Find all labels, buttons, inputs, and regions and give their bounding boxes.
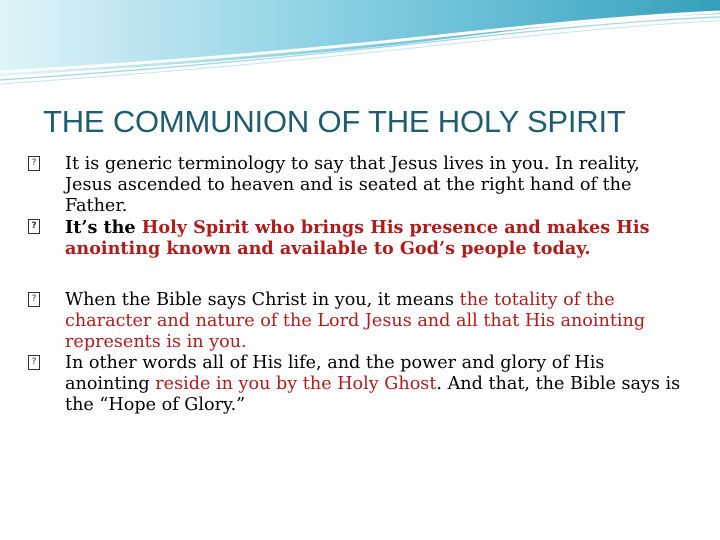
slide-body — [28, 154, 688, 416]
missing-glyph-icon: ? — [28, 219, 40, 234]
emphasis-text: the totality of the character and nature of the Lord Jesus and all that His anointing represents is in you. — [65, 290, 646, 352]
paragraph-lead: In other words all of His life, and the power and glory of His anointing — [65, 353, 605, 394]
paragraph-text: It is generic terminology to say that Jesus lives in you. In reality, Jesus ascended to heaven and is seated at the right hand of the Father. — [65, 154, 640, 216]
emphasis-text: reside in you by the Holy Ghost — [155, 374, 437, 394]
paragraph-4 — [28, 353, 688, 416]
spacer — [28, 259, 688, 290]
paragraph-2 — [28, 217, 688, 259]
paragraph-lead: When the Bible says Christ in you, it means — [65, 290, 460, 310]
slide-title: THE COMMUNION OF THE HOLY SPIRIT — [43, 104, 626, 139]
paragraph-3 — [28, 290, 688, 353]
missing-glyph-icon: ? — [28, 292, 40, 307]
paragraph-tail: . And that, the Bible says is the “Hope of Glory.” — [65, 374, 681, 415]
missing-glyph-icon: ? — [28, 355, 40, 370]
emphasis-text: Holy Spirit who brings His presence and makes His anointing known and available to God’s people today. — [65, 217, 650, 259]
wave-header-icon — [0, 0, 720, 90]
paragraph-lead: It’s the — [65, 217, 142, 238]
missing-glyph-icon: ? — [28, 156, 40, 171]
paragraph-1 — [28, 154, 688, 217]
